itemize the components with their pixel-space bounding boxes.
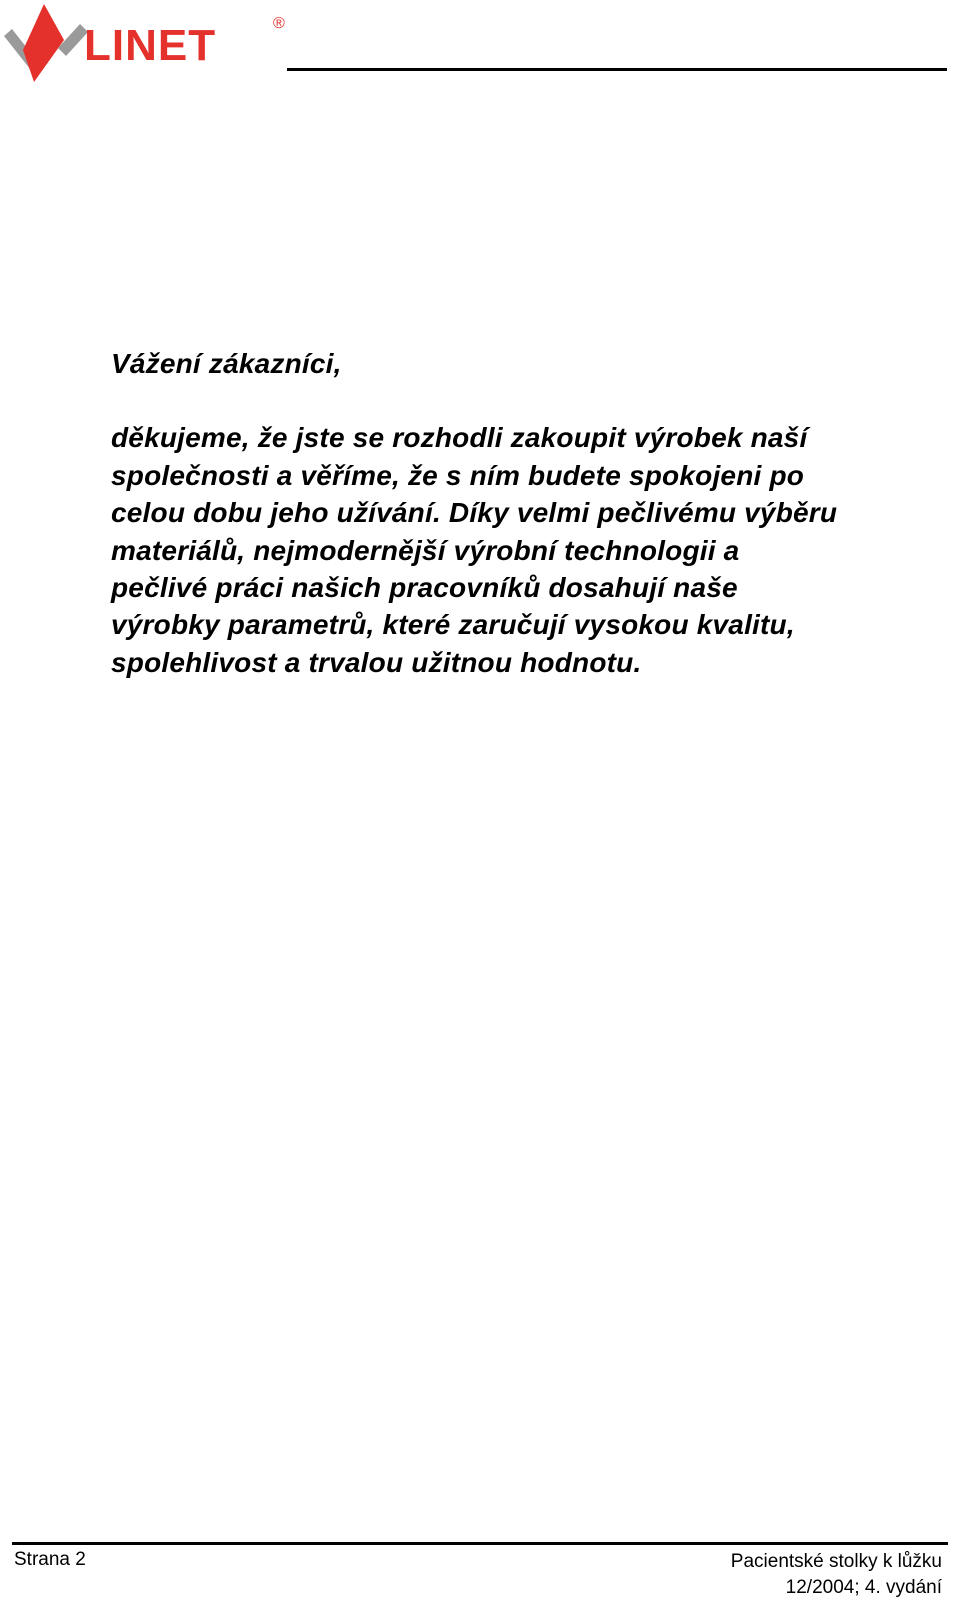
footer-document-info [731,1549,942,1601]
logo-wordmark: LINET [84,21,217,70]
letter-line: pečlivé práci našich pracovníků dosahují naše [111,572,738,604]
letter-line: spolehlivost a trvalou užitnou hodnotu. [111,646,642,678]
letter-line: společnosti a věříme, že s ním budete spokojeni po [111,459,805,491]
footer-edition: 12/2004; 4. vydání [785,1577,942,1598]
header-rule [287,68,947,71]
footer-page-number: Strana 2 [14,1549,86,1570]
logo-registered-mark: ® [273,15,285,32]
linet-logo [4,2,294,86]
letter-line: materiálů, nejmodernější výrobní technologii a [111,534,740,566]
letter-line: děkujeme, že jste se rozhodli zakoupit výrobek naší [111,422,808,454]
letter-body [111,419,951,681]
footer-document-title: Pacientské stolky k lůžku [730,1551,942,1572]
salutation: Vážení zákazníci, [111,348,342,379]
letter-line: výrobky parametrů, které zaručují vysokou kvalitu, [111,609,795,641]
letter-line: celou dobu jeho užívání. Díky velmi pečlivému výběru [111,497,838,529]
footer-rule [12,1542,948,1545]
letter-content [111,345,951,681]
logo-red-diamond [23,4,64,82]
